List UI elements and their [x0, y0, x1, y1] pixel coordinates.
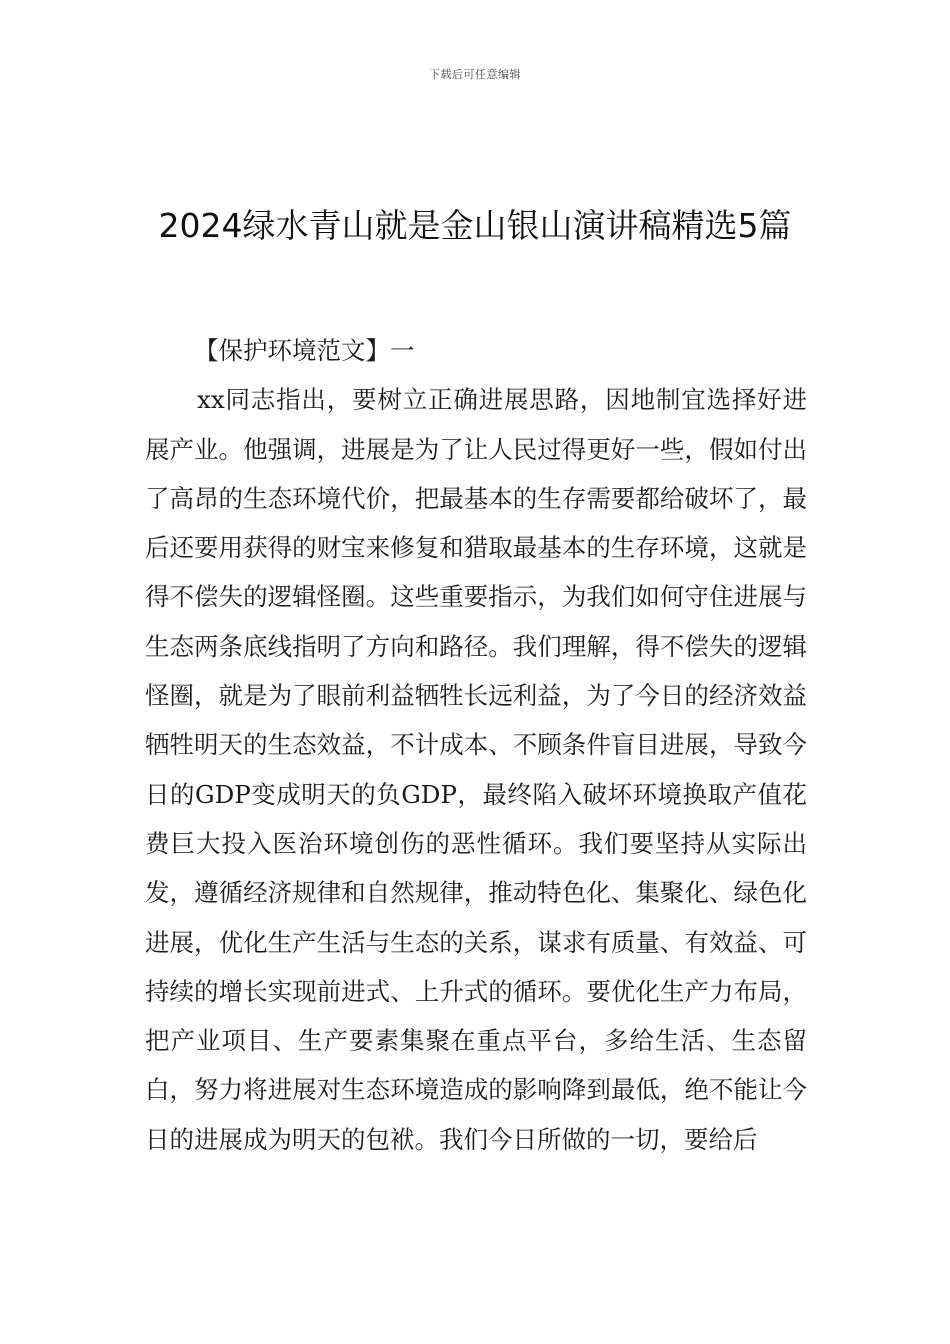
section-heading: 【保护环境范文】一 — [194, 336, 415, 365]
document-body — [145, 326, 807, 1164]
header-note: 下载后可任意编辑 — [429, 68, 521, 81]
body-paragraph: xx同志指出，要树立正确进展思路，因地制宜选择好进展产业。他强调，进展是为了让人民过得更好一些，假如付出了高昂的生态环境代价，把最基本的生存需要都给破坏了，最后还要用获得的财宝来修复和猎取最基本的生存环境，这就是得不偿失的逻辑怪圈。这些重要指示，为我们如何守住进展与生态两条底线指明了方向和路径。我们理解，得不偿失的逻辑怪圈，就是为了眼前利益牺牲长远利益，为了今日的经济效益牺牲明天的生态效益，不计成本、不顾条件盲目进展，导致今日的GDP变成明天的负GDP，最终陷入破坏环境换取产值花费巨大投入医治环境创伤的恶性循环。我们要坚持从实际出发，遵循经济规律和自然规律，推动特色化、集聚化、绿色化进展，优化生产生活与生态的关系，谋求有质量、有效益、可持续的增长实现前进式、上升式的循环。要优化生产力布局，把产业项目、生产要素集聚在重点平台，多给生活、生态留白，努力将进展对生态环境造成的影响降到最低，绝不能让今日的进展成为明天的包袱。我们今日所做的一切，要给后 — [145, 385, 807, 1154]
document-title: 2024绿水青山就是金山银山演讲稿精选5篇 — [158, 206, 792, 246]
